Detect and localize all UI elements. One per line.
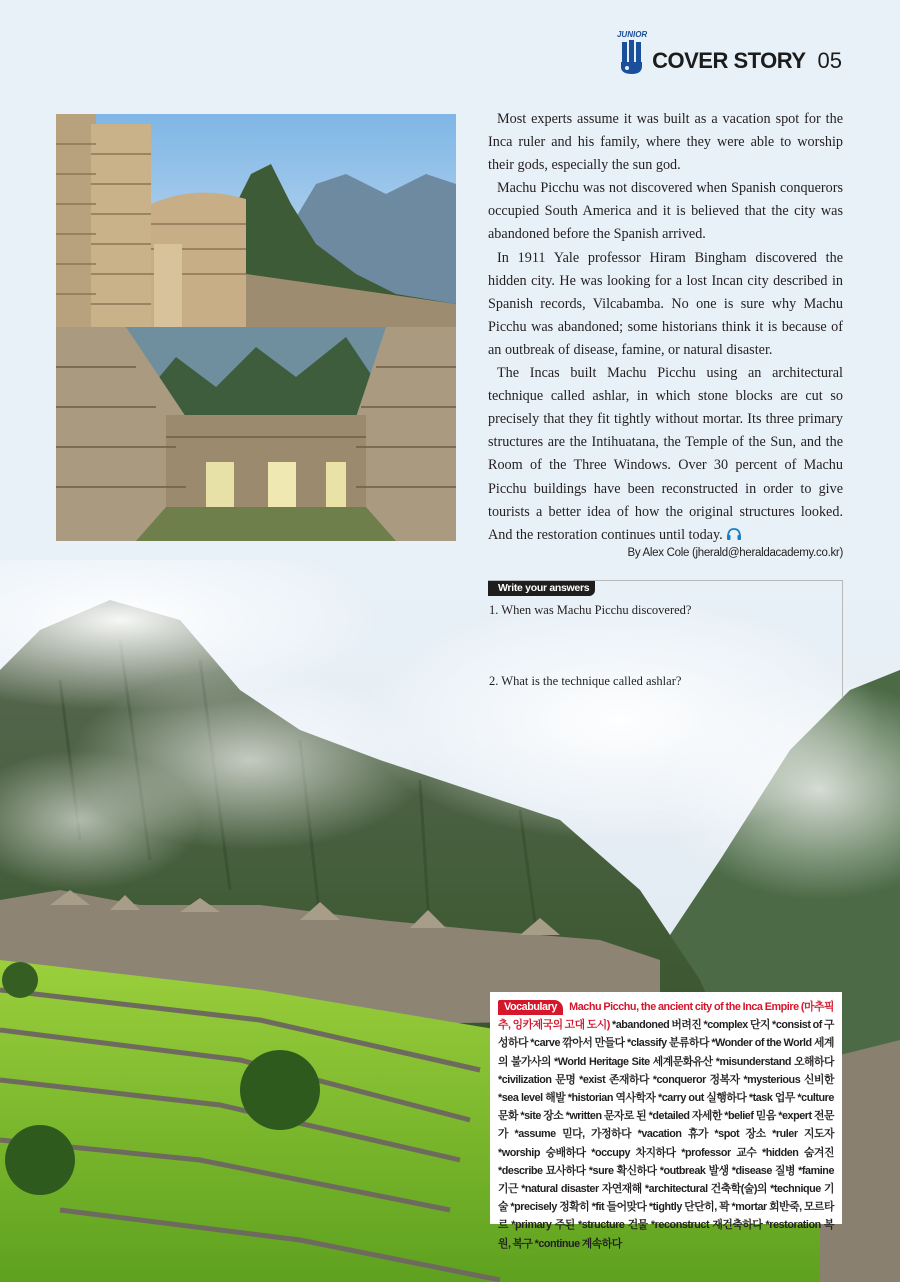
page-header xyxy=(618,30,842,76)
article-body xyxy=(488,108,843,547)
logo-text: JUNIOR xyxy=(616,30,648,39)
write-your-answers-box xyxy=(488,580,843,698)
junior-logo xyxy=(616,30,648,76)
ruins-photo-bottom xyxy=(56,327,456,541)
article-paragraph: Most experts assume it was built as a vacation spot for the Inca ruler and his family, where they were able to worship their gods, especially the sun god. xyxy=(488,111,843,174)
vocabulary-label: Vocabulary xyxy=(498,1000,563,1015)
write-your-answers-label: Write your answers xyxy=(488,581,595,596)
question-1: 1. When was Machu Picchu discovered? xyxy=(489,603,692,617)
article-paragraph-text: The Incas built Machu Picchu using an architectural technique called ashlar, in which stone blocks are cut so precisely that they fit tightly without mortar. Its three primary structures are the Intihuatana, the Temple of the Sun, and the Room of the Three Windows. Over 30 percent of Machu Picchu buildings have been reconstructed in order to give tourists a better idea of how the original structures looked. And the restoration continues until today. xyxy=(488,365,843,543)
ruins-photo-top xyxy=(56,114,456,328)
vocabulary-box xyxy=(490,992,842,1250)
article-paragraph: In 1911 Yale professor Hiram Bingham discovered the hidden city. He was looking for a lost Incan city described in Spanish records, Vilcabamba. No one is sure why Machu Picchu was abandoned; some historians think it is because of an outbreak of disease, famine, or natural disaster. xyxy=(488,249,843,358)
article-paragraph: Machu Picchu was not discovered when Spanish conquerors occupied South America and it is believed that the city was abandoned before the Spanish arrived. xyxy=(488,180,843,243)
byline: By Alex Cole (jherald@heraldacademy.co.kr) xyxy=(627,547,843,559)
page-number: 05 xyxy=(817,48,842,73)
headphone-icon[interactable] xyxy=(726,527,742,541)
article-paragraph-last xyxy=(488,362,843,547)
vocabulary-list: *abandoned 버려진 *complex 단지 *consist of 구성하다 *carve 깎아서 만들다 *classify 분류하다 *Wonder of the World 세계의 불가사의 *World Heritage Site 세계문화유산 *misunderstand 오해하다 *civilization 문명 *exist 존재하다 *conqueror 정복자 *mysterious 신비한 *sea level 해발 *historian 역사학자 *carry out 실행하다 *task 업무 *culture 문화 *site 장소 *written 문자로 된 *detailed 자세한 *belief 믿음 *expert 전문가 *assume 믿다, 가정하다 *vacation 휴가 *spot 장소 *ruler 지도자 *worship 숭배하다 *occupy 차지하다 *professor 교수 *hidden 숨겨진 *describe 묘사하다 *sure 확신하다 *outbreak 발생 *disease 질병 *famine 기근 *natural disaster 자연재해 *architectural 건축학(술)의 *technique 기술 *precisely 정확히 *fit 들어맞다 *tightly 단단히, 꽉 *mortar 회반죽, 모르타르 *primary 주된 *structure 건물 *reconstruct 재건축하다 *restoration 복원, 복구 *continue 계속하다 xyxy=(498,1019,834,1250)
vocabulary-headline: Machu Picchu, the ancient city of the Inca Empire (마추픽추, 잉카제국의 고대 도시) xyxy=(498,1001,834,1032)
question-2: 2. What is the technique called ashlar? xyxy=(489,674,682,688)
section-title: COVER STORY xyxy=(652,48,806,73)
